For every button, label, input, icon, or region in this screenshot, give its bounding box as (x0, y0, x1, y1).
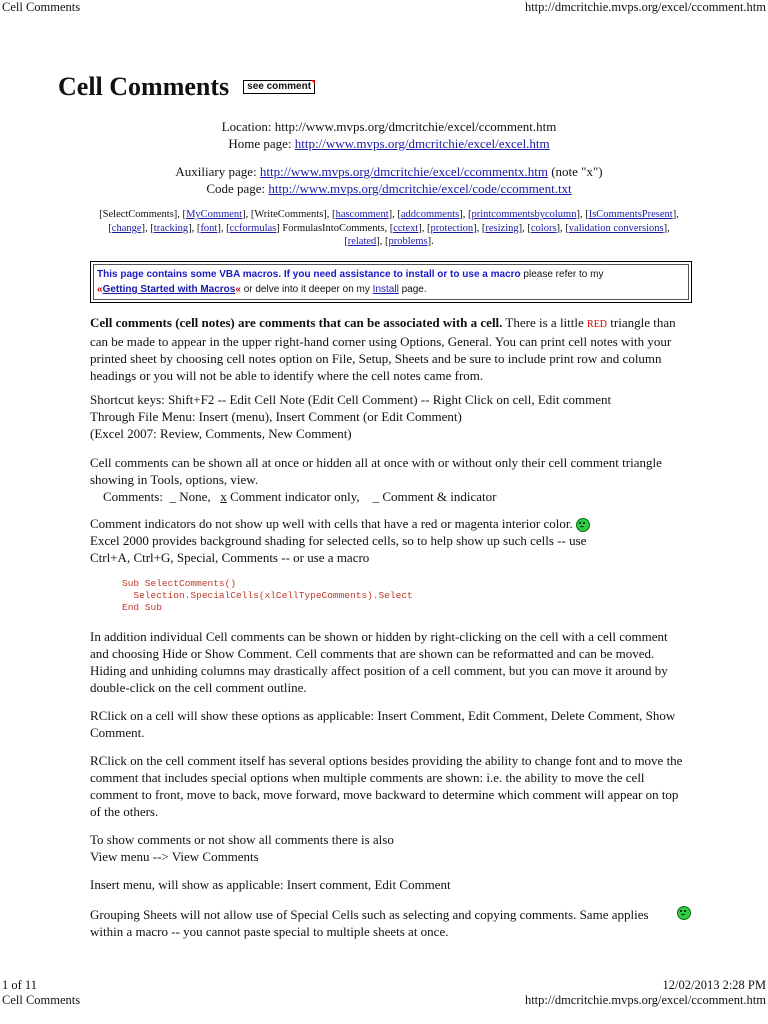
header-title: Cell Comments (2, 0, 81, 14)
comment-indicator-icon (311, 80, 315, 84)
hide-show-paragraph: In addition individual Cell comments can be shown or hidden by right-clicking on the cell with a cell comment and choosing Hide or Show Comment. Cell comments that are shown can be reformatted and can be moved. Hiding and unhiding columns may drastically affect position of a cell comment, but you can move it around by double-click on the cell comment outline. (90, 629, 668, 695)
location-line: Location: http://www.mvps.org/dmcritchie/excel/ccomment.htm (221, 119, 557, 134)
shortcut-block: Shortcut keys: Shift+F2 -- Edit Cell Note (Edit Cell Comment) -- Right Click on cell, Edit comment Through File Menu: Insert (menu), Insert Comment (or Edit Comment) (Excel 2007: Review, Comments, New Comment) (90, 392, 612, 441)
home-line: Home page: http://www.mvps.org/dmcritchie/excel/excel.htm (228, 136, 550, 151)
idx-cctext[interactable]: cctext (393, 222, 419, 234)
idx-hascomment[interactable]: hascomment (335, 209, 389, 220)
idx-ccformulas[interactable]: ccformulas (229, 222, 277, 234)
idx-colors[interactable]: colors (530, 222, 557, 234)
print-footer-1 (0, 978, 768, 994)
aux-link[interactable]: http://www.mvps.org/dmcritchie/excel/ccommentx.htm (259, 164, 548, 179)
red-label: RED (587, 319, 608, 330)
print-footer-2 (0, 993, 768, 1009)
idx-iscommentspresent[interactable]: IsCommentsPresent (588, 209, 673, 220)
vba-bold-text: This page contains some VBA macros. If you need assistance to install or to use a macro (97, 269, 521, 280)
home-link[interactable]: http://www.mvps.org/dmcritchie/excel/excel.htm (294, 136, 550, 151)
vba-notice-box (90, 261, 692, 303)
indicator-block: Comment indicators do not show up well with cells that have a red or magenta interior color. Excel 2000 provides background shading for selected cells, so to help show up such cells -- use Ctrl+A, Ctrl+G, Special, Comments -- or use a macro (90, 515, 688, 566)
header-url: http://dmcritchie.mvps.org/excel/ccomment.htm (524, 0, 766, 14)
idx-resizing[interactable]: resizing (485, 222, 519, 234)
install-link[interactable]: Install (372, 284, 399, 295)
page-title-text: Cell Comments (58, 72, 230, 101)
footer-page: 1 of 11 (2, 978, 37, 992)
idx-problems[interactable]: problems (388, 236, 428, 247)
idx-font[interactable]: font (200, 222, 218, 234)
idx-change[interactable]: change (111, 222, 142, 234)
code-line: Code page: http://www.mvps.org/dmcritchie/excel/code/ccomment.txt (206, 181, 572, 196)
idx-printcommentsbycolumn[interactable]: printcommentsbycolumn (471, 209, 577, 220)
insert-line: Insert menu, will show as applicable: Insert comment, Edit Comment (90, 877, 451, 892)
code-sample: Sub SelectComments() Selection.SpecialCells(xlCellTypeComments).Select End Sub (122, 578, 413, 613)
footer-url: http://dmcritchie.mvps.org/excel/ccomment.htm (524, 993, 766, 1007)
aux-line: Auxiliary page: http://www.mvps.org/dmcritchie/excel/ccommentx.htm (note "x") (175, 164, 603, 179)
idx-protection[interactable]: protection (430, 222, 474, 234)
view-block: To show comments or not show all comments there is also View menu --> View Comments (90, 832, 394, 864)
rclick-comment-paragraph: RClick on the cell comment itself has several options besides providing the ability to change font and to move the comment that includes special options when multiple comments are shown: i.e. the ability to move the cell comment to front, move to back, move forward, move backward to determine which comment will appear on top of the others. (90, 753, 683, 819)
rclick-cell-paragraph: RClick on a cell will show these options as applicable: Insert Comment, Edit Comment, Delete Comment, Show Comment. (90, 708, 676, 740)
intro-paragraph: Cell comments (cell notes) are comments that can be associated with a cell. There is a little RED triangle than can be made to appear in the upper right-hand corner using Options, General. You can print cell notes with your printed sheet by choosing cell notes option on File, Setup, Sheets and be sure to include print row and column headings or you will not be able to identify where the cell notes came from. (90, 315, 676, 383)
idx-validation[interactable]: validation conversions (568, 222, 664, 234)
frown-face-icon (576, 518, 590, 532)
vba-notice: This page contains some VBA macros. If you need assistance to install or to use a macro please refer to my «Getting Started with Macros« or delve into it deeper on my Install page. (93, 264, 689, 300)
see-comment-button[interactable]: see comment (243, 80, 315, 94)
index-links (90, 208, 688, 249)
frown-face-icon-2 (677, 906, 691, 920)
aux-block (90, 163, 688, 197)
idx-mycomment[interactable]: MyComment (186, 209, 243, 220)
grouping-block: Grouping Sheets will not allow use of Special Cells such as selecting and copying comments. Same applies within a macro -- you cannot paste special to multiple sheets at once. (90, 907, 649, 939)
page-title (58, 72, 315, 102)
code-link[interactable]: http://www.mvps.org/dmcritchie/excel/code/ccomment.txt (268, 181, 572, 196)
idx-related[interactable]: related (347, 236, 377, 247)
idx-addcomments[interactable]: addcomments (400, 209, 460, 220)
footer-title: Cell Comments (2, 993, 81, 1007)
getting-started-link[interactable]: Getting Started with Macros (102, 284, 236, 295)
print-header (0, 0, 768, 16)
location-block (90, 118, 688, 152)
footer-datetime: 12/02/2013 2:28 PM (662, 978, 766, 992)
idx-tracking[interactable]: tracking (153, 222, 189, 234)
show-block: Cell comments can be shown all at once or hidden all at once with or without only their cell comment triangle showing in Tools, options, view. Comments: _ None, x Comment indicator only, _ Comment & indicator (90, 455, 662, 504)
idx-item: [SelectComments], [MyComment], [WriteComments], [hascomment], [addcomments], [printcommentsbycolumn], [IsCommentsPresent], [change], [tracking], [font], [ccformulas] FormulasIntoComments, [cctext], [protection], [resizing], [colors], [validation conversions], [related], [problems]. (99, 209, 679, 247)
